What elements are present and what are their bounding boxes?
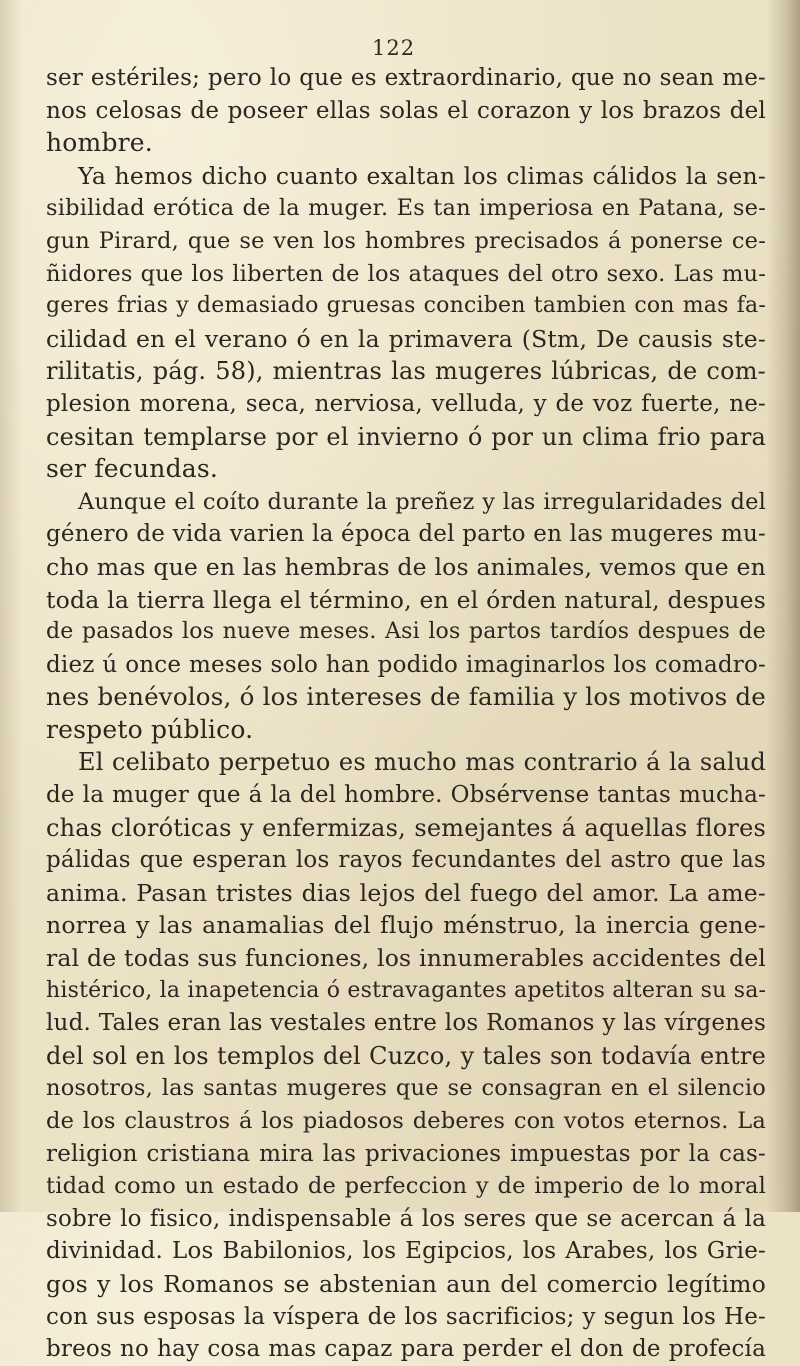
- text-line: ser fecundas.: [46, 454, 219, 484]
- text-line: nosotros, las santas mugeres que se consagran en el silencio: [46, 1075, 766, 1102]
- text-line: de la muger que á la del hombre. Obsérvense tantas mucha-: [46, 782, 766, 809]
- text-line: histérico, la inapetencia ó estravagantes apetitos alteran su sa-: [46, 977, 767, 1003]
- text-line: con sus esposas la víspera de los sacrificios; y segun los He-: [46, 1303, 766, 1330]
- text-line: chas cloróticas y enfermizas, semejantes á aquellas flores: [46, 813, 766, 842]
- text-line: sobre lo fisico, indispensable á los seres que se acercan á la: [46, 1205, 766, 1232]
- text-line: toda la tierra llega el término, en el órden natural, despues: [46, 585, 767, 614]
- text-line: nos celosas de poseer ellas solas el corazon y los brazos del: [46, 97, 766, 124]
- text-line: ral de todas sus funciones, los innumerables accidentes del: [46, 944, 767, 973]
- page-edge-shadow: [766, 0, 800, 1212]
- text-line: ñidores que los liberten de los ataques del otro sexo. Las mu-: [46, 260, 766, 287]
- text-line: religion cristiana mira las privaciones impuestas por la cas-: [46, 1140, 766, 1167]
- text-line: género de vida varien la época del parto en las mugeres mu-: [46, 521, 766, 548]
- text-line: del sol en los templos del Cuzco, y tales son todavía entre: [46, 1041, 766, 1070]
- page-number: 122: [372, 36, 416, 60]
- text-line: Aunque el coíto durante la preñez y las irregularidades del: [78, 488, 766, 515]
- text-line: lud. Tales eran las vestales entre los Romanos y las vírgenes: [46, 1010, 766, 1037]
- text-line: cesitan templarse por el invierno ó por un clima frio para: [46, 422, 766, 451]
- text-line: ser estériles; pero lo que es extraordinario, que no sean me-: [46, 65, 766, 91]
- text-line: El celibato perpetuo es mucho mas contrario á la salud: [78, 748, 766, 777]
- text-line: hombre.: [46, 128, 153, 158]
- body-text: [46, 62, 766, 1366]
- text-line: anima. Pasan tristes dias lejos del fuego del amor. La ame-: [46, 878, 766, 907]
- text-line: nes benévolos, ó los intereses de familia y los motivos de: [46, 682, 766, 712]
- text-line: cilidad en el verano ó en la primavera (Stm, De causis ste-: [46, 324, 766, 353]
- text-line: de pasados los nueve meses. Asi los partos tardíos despues de: [46, 619, 766, 645]
- text-line: cho mas que en las hembras de los animales, vemos que en: [46, 552, 766, 581]
- text-line: plesion morena, seca, nerviosa, velluda, y de voz fuerte, ne-: [46, 390, 766, 417]
- text-line: gun Pirard, que se ven los hombres precisados á ponerse ce-: [46, 227, 766, 254]
- text-line: de los claustros á los piadosos deberes con votos eternos. La: [46, 1108, 766, 1134]
- text-line: sibilidad erótica de la muger. Es tan imperiosa en Patana, se-: [46, 195, 766, 222]
- text-line: norrea y las anamalias del flujo ménstruo, la inercia gene-: [46, 911, 766, 940]
- text-line: gos y los Romanos se abstenian aun del comercio legítimo: [46, 1269, 766, 1298]
- text-line: pálidas que esperan los rayos fecundantes del astro que las: [46, 847, 766, 874]
- text-line: geres frias y demasiado gruesas conciben tambien con mas fa-: [46, 293, 766, 319]
- text-line: Ya hemos dicho cuanto exaltan los climas cálidos la sen-: [78, 161, 766, 190]
- text-line: breos no hay cosa mas capaz para perder el don de profecía: [46, 1336, 766, 1363]
- text-line: divinidad. Los Babilonios, los Egipcios, los Arabes, los Grie-: [46, 1238, 766, 1265]
- text-line: rilitatis, pág. 58), mientras las mugeres lúbricas, de com-: [46, 357, 766, 386]
- text-line: respeto público.: [46, 714, 254, 744]
- page-gutter-shadow: [0, 0, 22, 1212]
- text-line: diez ú once meses solo han podido imaginarlos los comadro-: [46, 651, 766, 678]
- text-line: tidad como un estado de perfeccion y de imperio de lo moral: [46, 1173, 766, 1200]
